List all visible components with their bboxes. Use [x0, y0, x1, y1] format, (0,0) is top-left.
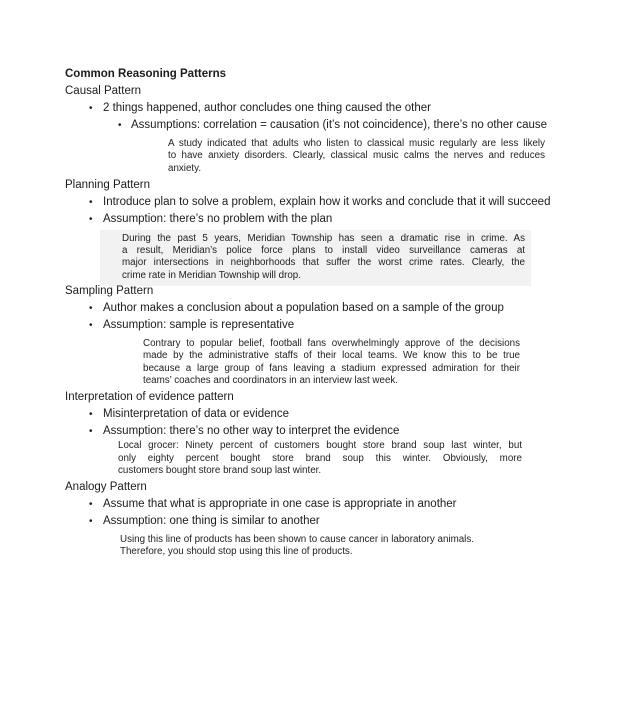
section-heading: Planning Pattern: [65, 178, 151, 191]
section-heading: Analogy Pattern: [65, 481, 147, 494]
section-causal-pattern: [65, 83, 594, 175]
bullet-icon: •: [89, 103, 93, 114]
example-line: because a large group of fans leaving a stadium expressed admiration for their: [143, 362, 520, 374]
example-line: a result, Meridian’s police force plans to install video surveillance cameras at: [122, 245, 525, 257]
example-line: During the past 5 years, Meridian Township has seen a dramatic rise in crime. As: [122, 232, 525, 244]
bullet-text: Assumption: there’s no other way to interpret the evidence: [103, 425, 400, 438]
example-paragraph: [122, 233, 525, 282]
bullet-icon: •: [89, 409, 93, 421]
example-line: Local grocer: Ninety percent of customers bought store brand soup last winter, but: [118, 440, 522, 452]
bullet-item: [65, 423, 594, 440]
example-line: only eighty percent bought store brand soup this winter. Obviously, more: [118, 452, 522, 464]
example-paragraph: [118, 440, 522, 477]
example-line: Using this line of products has been shown to cause cancer in laboratory animals.: [120, 534, 474, 546]
example-line: A study indicated that adults who listen to classical music regularly are less likely: [168, 138, 545, 149]
bullet-icon: •: [89, 213, 93, 225]
bullet-item: [65, 100, 594, 117]
bullet-text: Assume that what is appropriate in one case is appropriate in another: [103, 498, 457, 511]
bullet-item: [65, 496, 594, 513]
bullet-item: [65, 211, 594, 228]
bullet-icon: •: [89, 320, 93, 332]
section-heading: Sampling Pattern: [65, 285, 154, 298]
section-heading: Causal Pattern: [65, 85, 142, 97]
bullet-icon: •: [89, 303, 93, 315]
example-paragraph: [120, 534, 570, 559]
bullet-icon: •: [89, 516, 93, 528]
bullet-text: Assumption: sample is representative: [103, 319, 295, 332]
bullet-item: [65, 194, 594, 211]
section-interpretation-of-evidence-pattern: [65, 389, 594, 477]
bullet-text: Assumption: there’s no problem with the plan: [103, 212, 333, 225]
example-highlight-block: [100, 230, 531, 286]
bullet-icon: •: [89, 196, 93, 208]
bullet-item: [65, 513, 594, 530]
example-paragraph: [143, 338, 520, 387]
example-line: teams’ coaches and coordinators in an interview last week.: [143, 374, 399, 386]
example-line: to have anxiety disorders. Clearly, classical music calms the nerves and reduces: [168, 150, 545, 162]
bullet-text: Misinterpretation of data or evidence: [103, 408, 290, 421]
bullet-icon: •: [89, 499, 93, 511]
example-line: Contrary to popular belief, football fans overwhelmingly approve of the decisions: [143, 338, 520, 350]
example-paragraph: [168, 138, 545, 175]
bullet-text: 2 things happened, author concludes one thing caused the other: [103, 102, 431, 114]
bullet-text: Author makes a conclusion about a population based on a sample of the group: [103, 302, 504, 315]
example-line: major intersections in neighborhoods that suffer the worst crime rates. Clearly, the: [122, 257, 525, 269]
section-analogy-pattern: [65, 479, 594, 559]
bullet-text: Introduce plan to solve a problem, explain how it works and conclude that it will succeed: [103, 195, 551, 208]
example-line: made by the administrative staffs of their local teams. We know this to be true: [143, 350, 520, 362]
bullet-text: Assumption: one thing is similar to another: [103, 515, 320, 528]
bullet-item: [65, 406, 594, 423]
example-line: Therefore, you should stop using this line of products.: [120, 546, 353, 558]
example-line: customers bought store brand soup last winter.: [118, 464, 322, 476]
section-heading: Interpretation of evidence pattern: [65, 391, 234, 404]
section-planning-pattern: [65, 177, 594, 286]
bullet-text: Assumptions: correlation = causation (it’s not coincidence), there’s no other cause: [131, 119, 548, 131]
bullet-item: [65, 117, 594, 134]
document-title: Common Reasoning Patterns: [65, 68, 227, 80]
bullet-item: [65, 300, 594, 317]
bullet-icon: •: [89, 426, 93, 438]
bullet-item: [65, 317, 594, 334]
example-line: anxiety.: [168, 162, 202, 174]
bullet-icon: •: [118, 120, 122, 131]
section-sampling-pattern: [65, 283, 594, 387]
example-line: crime rate in Meridian Township will drop.: [122, 269, 301, 281]
